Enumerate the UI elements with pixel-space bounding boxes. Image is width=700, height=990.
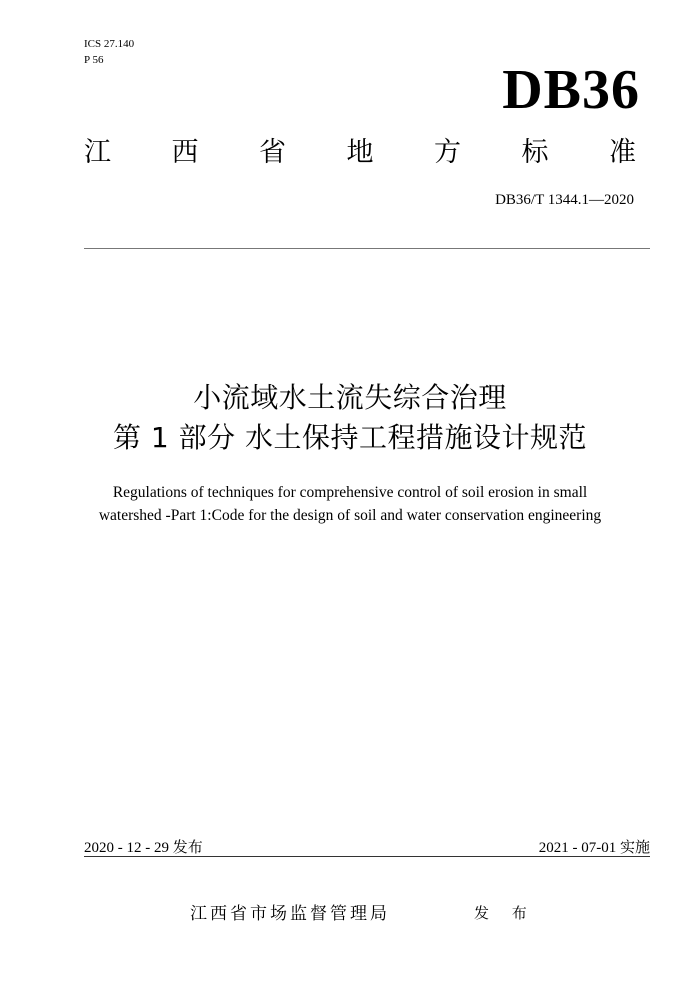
class-code: P 56 <box>84 54 104 66</box>
footer-divider <box>84 856 650 857</box>
standard-logo: DB36 <box>502 59 640 121</box>
publish-label: 发 布 <box>474 904 536 922</box>
standard-number: DB36/T 1344.1—2020 <box>495 192 634 208</box>
standard-type-char: 准 <box>609 137 636 168</box>
english-title-line-1: Regulations of techniques for comprehensive control of soil erosion in small <box>112 484 588 501</box>
ics-code: ICS 27.140 <box>84 38 135 50</box>
chinese-title-line-1: 小流域水土流失综合治理 <box>193 381 507 414</box>
issue-date: 2020 - 12 - 29 发布 <box>84 840 203 856</box>
english-title <box>60 481 640 527</box>
standard-type-char: 江 <box>84 137 111 168</box>
standard-type-char: 方 <box>434 137 461 168</box>
standard-type-char: 西 <box>171 137 199 168</box>
issuing-authority: 江西省市场监督管理局 <box>190 904 390 924</box>
standard-type-heading <box>84 136 636 170</box>
standard-type-char: 标 <box>521 137 549 168</box>
header-divider <box>84 248 650 249</box>
effective-date: 2021 - 07-01 实施 <box>538 840 650 856</box>
english-title-line-2: watershed -Part 1:Code for the design of soil and water conservation engineering <box>98 507 602 524</box>
standard-type-char: 省 <box>259 137 286 168</box>
classification-codes <box>84 36 134 68</box>
standard-type-char: 地 <box>346 137 374 168</box>
chinese-title-line-2: 第 1 部分 水土保持工程措施设计规范 <box>112 421 588 454</box>
